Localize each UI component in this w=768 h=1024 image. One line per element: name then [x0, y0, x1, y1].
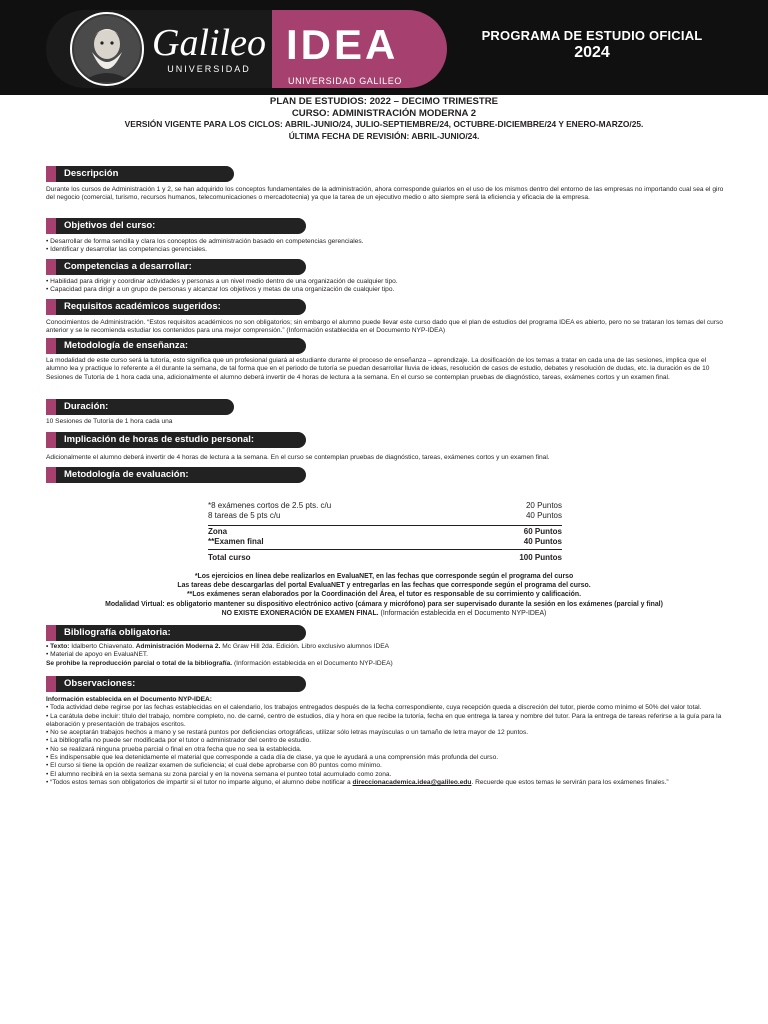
eval-label: *8 exámenes cortos de 2.5 pts. c/u — [208, 501, 332, 510]
eval-value: 100 Puntos — [519, 553, 562, 563]
metodologia-text: La modalidad de este curso será la tutoría, esto significa que un profesional guiará al estudiante durante el proceso de enseñanza – aprendizaje. La dosificación de los temas a tratar en cada una de las sesiones, implica que el alumno lea y practique lo referente a él durante la semana, de tal forma que en el periodo de tutoría se puedan desarrollar lluvia de ideas, resolución de casos de estudio, debates y resolución de dudas, etc. la duración es de 10 Sesiones de Tutoría de 1 hora cada una, adicionalmente el alumno deberá invertir de 4 horas de lectura a la semana. En el curso se contemplan pruebas de diagnóstico, tareas, exámenes cortos y un examen final. — [46, 357, 710, 381]
section-title: Duración: — [64, 401, 109, 412]
section-header-bibliografia — [46, 625, 306, 641]
competencias-list — [46, 278, 726, 295]
section-header-requisitos — [46, 299, 306, 315]
eval-label: Zona — [208, 526, 228, 536]
eval-note: Modalidad Virtual: es obligatorio mantener su dispositivo electrónico activo (cámara y micrófono) para ser supervisado durante la sesión en los exámenes (parcial y final) — [105, 600, 663, 608]
galileo-subtitle: UNIVERSIDAD — [167, 64, 251, 74]
descripcion-text: Durante los cursos de Administración 1 y 2, se han adquirido los conceptos fundamentales de la administración, ahora corresponde guiarlos en el uso de los mismos dentro del entorno de las empresas no importando cual sea el giro del negocio (comercial, turismo, recursos humanos, telecomunicaciones o mercadotecnia) ya que la tarea de un ejecutivo medio o alto siempre será la eficiencia y eficacia de la empresa. — [46, 186, 724, 202]
divider — [208, 525, 562, 526]
table-row — [208, 527, 562, 537]
idea-logo — [272, 10, 447, 88]
revision-line: ÚLTIMA FECHA DE REVISIÓN: ABRIL-JUNIO/24. — [288, 130, 480, 141]
program-year: 2024 — [574, 44, 610, 61]
program-title-block — [472, 28, 712, 62]
program-title: PROGRAMA DE ESTUDIO OFICIAL — [481, 28, 703, 43]
table-row — [208, 511, 562, 521]
observaciones-intro: Información establecida en el Documento NYP-IDEA: — [46, 696, 212, 703]
plan-title: PLAN DE ESTUDIOS: 2022 – DECIMO TRIMESTRE — [269, 96, 499, 107]
section-title: Observaciones: — [64, 678, 136, 689]
section-title: Metodología de enseñanza: — [64, 340, 189, 351]
list-item: • El alumno recibirá en la sexta semana su zona parcial y en la novena semana el punteo total acumulado como zona. — [46, 770, 392, 778]
eval-value: 40 Puntos — [523, 536, 562, 546]
observaciones-list — [46, 696, 726, 787]
table-row — [208, 501, 562, 511]
eval-value: 60 Puntos — [523, 526, 562, 536]
page-header — [0, 0, 768, 95]
eval-label: Total curso — [208, 553, 251, 563]
book-title: Administración Moderna 2. — [135, 643, 221, 650]
section-header-descripcion — [46, 166, 234, 182]
evaluation-notes — [0, 572, 768, 618]
objetivos-list — [46, 238, 726, 255]
section-header-objetivos — [46, 218, 306, 234]
source-note: (Información establecida en el Documento NYP-IDEA) — [232, 659, 393, 667]
course-title: CURSO: ADMINISTRACIÓN MODERNA 2 — [291, 107, 477, 119]
document-title-block — [0, 96, 768, 142]
eval-label: **Examen final — [208, 536, 264, 546]
list-item: • Identificar y desarrollar las competencias gerenciales. — [46, 246, 207, 254]
list-item: • No se realizará ninguna prueba parcial o final en otra fecha que no sea la establecida. — [46, 745, 302, 753]
email-link[interactable]: direccionacademica.idea@galileo.edu — [352, 778, 472, 786]
divider — [208, 549, 562, 550]
section-header-duracion — [46, 399, 234, 415]
list-item: • No se aceptarán trabajos hechos a mano y se restará puntos por deficiencias ortográficas, utilizar sólo letras mayúsculas o un tamaño de letra mayor de 12 puntos. — [46, 729, 529, 737]
section-header-implicacion — [46, 432, 306, 448]
section-header-evaluacion — [46, 467, 306, 483]
list-item: • Desarrollar de forma sencilla y clara los conceptos de administración basado en competencias gerenciales. — [46, 238, 364, 245]
list-item: • Habilidad para dirigir y coordinar actividades y personas a un nivel medio dentro de una organización de cualquier tipo. — [46, 278, 398, 285]
book-author: Idalberto Chiavenato. — [69, 643, 136, 650]
list-item: • El curso si tiene la opción de realizar examen de suficiencia; el cual debe aprobarse con 80 puntos como mínimo. — [46, 762, 382, 770]
evaluation-table — [208, 501, 562, 563]
section-header-competencias — [46, 259, 306, 275]
section-title: Descripción — [64, 168, 119, 179]
section-title: Requisitos académicos sugeridos: — [64, 301, 221, 312]
idea-wordmark: IDEA — [286, 21, 399, 68]
bibliografia-list — [46, 643, 726, 668]
galileo-portrait-icon — [70, 12, 144, 86]
eval-value: 40 Puntos — [525, 511, 562, 521]
requisitos-text: Conocimientos de Administración. “Estos requisitos académicos no son obligatorios; sin embargo el alumno puede llevar este curso dado que el plan de estudios del programa IDEA es abierto, pero no se trataran los temas del curso anterior y se le recomienda estudiar los contenidos para una mejor comprensión.” (Información establecida en el Documento NYP-IDEA) — [46, 319, 723, 335]
prohibition-note: Se prohibe la reproducción parcial o total de la bibliografía. — [46, 659, 233, 667]
list-item — [46, 643, 726, 651]
list-item — [46, 779, 726, 787]
eval-note — [0, 609, 768, 618]
source-note: (Información establecida en el Documento NYP-IDEA) — [378, 609, 547, 617]
note-text: • “Todos estos temas son obligatorios de impartir si el tutor no imparte alguno, el alumno debe notificar a — [46, 778, 353, 786]
idea-subtitle: UNIVERSIDAD GALILEO — [288, 76, 402, 86]
final-exam-note: NO EXISTE EXONERACIÓN DE EXAMEN FINAL. — [221, 609, 379, 617]
eval-value: 20 Puntos — [525, 501, 562, 510]
list-item: • Toda actividad debe regirse por las fechas establecidas en el calendario, los trabajos entregados después de la fecha correspondiente, cuya recepción queda a discreción del tutor, pierde como mínimo el 50% del valor total. — [46, 704, 702, 712]
section-header-metodologia — [46, 338, 306, 354]
cycles-line: VERSIÓN VIGENTE PARA LOS CICLOS: ABRIL-JUNIO/24, JULIO-SEPTIEMBRE/24, OCTUBRE-DICIEMBRE/24 Y ENERO-MARZO/25. — [124, 119, 644, 129]
table-row — [208, 553, 562, 563]
eval-label: 8 tareas de 5 pts c/u — [208, 511, 281, 521]
text-label: • Texto: — [46, 643, 70, 650]
eval-note: *Los ejercicios en línea debe realizarlos en EvaluaNET, en las fechas que corresponde según el programa del curso — [194, 573, 574, 580]
list-item: • La bibliografía no puede ser modificada por el tutor o administrador del centro de estudio. — [46, 737, 312, 745]
section-header-observaciones — [46, 676, 306, 692]
eval-note: **Los exámenes seran elaborados por la Coordinación del Área, el tutor es responsable de su corrimiento y calificación. — [186, 591, 582, 599]
note-text: . Recuerde que estos temas le servirán para los exámenes finales.” — [471, 778, 669, 786]
book-details: Mc Graw Hill 2da. Edición. Libro exclusivo alumnos IDEA — [220, 643, 390, 650]
list-item: • Capacidad para dirigir a un grupo de personas y alcanzar los objetivos y metas de una organización de cualquier tipo. — [46, 286, 395, 294]
section-title: Competencias a desarrollar: — [64, 261, 192, 272]
list-item: • La carátula debe incluir: título del trabajo, nombre completo, no. de carné, centro de estudios, día y hora en que recibe la tutoría, fecha en que entrega la tarea y nombre del tutor. Para la entrega de tareas referirse a la guía para la elaboración y presentación de trabajos escritos. — [46, 712, 722, 728]
list-item: • Es indispensable que lea detenidamente el material que corresponde a cada día de clase, ya que le ayudará a una comprensión más profunda del curso. — [46, 754, 499, 762]
list-item — [46, 660, 726, 668]
section-title: Objetivos del curso: — [64, 220, 156, 231]
section-title: Metodología de evaluación: — [64, 469, 189, 480]
duracion-text: 10 Sesiones de Tutoría de 1 hora cada una — [46, 418, 173, 425]
galileo-wordmark: Galileo — [152, 22, 266, 64]
list-item: • Material de apoyo en EvaluaNET. — [46, 651, 149, 659]
table-row — [208, 537, 562, 547]
implicacion-text: Adicionalmente el alumno deberá invertir de 4 horas de lectura a la semana. En el curso se contemplan pruebas de diagnóstico, tareas, exámenes cortos y un examen final. — [46, 454, 550, 461]
eval-note: Las tareas debe descargarlas del portal EvaluaNET y entregarlas en las fechas que corresponde según el programa del curso. — [177, 582, 591, 590]
section-title: Implicación de horas de estudio personal: — [64, 434, 255, 445]
section-title: Bibliografía obligatoria: — [64, 627, 171, 638]
